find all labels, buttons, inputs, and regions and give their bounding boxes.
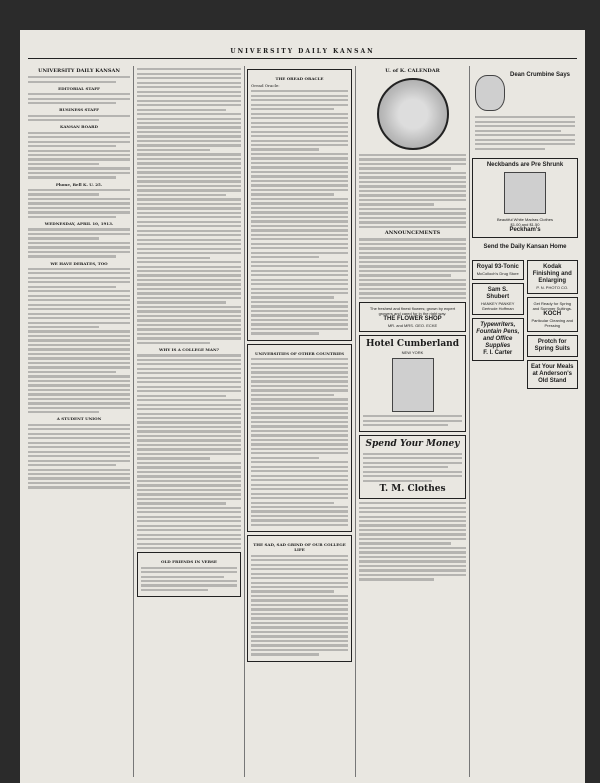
flower-shop-ad [359, 302, 466, 332]
newspaper-page [20, 30, 585, 783]
issue-date: WEDNESDAY, APRIL 10, 1913. [44, 221, 114, 227]
anderson-headline: Eat Your Meals at Anderson's Old Stand [531, 364, 574, 385]
flower-shop-owner: MR. and MRS. GEO. ECKE [387, 323, 438, 329]
column-divider [133, 66, 134, 777]
neckbands-headline: Neckbands are Pre Shrunk [486, 162, 564, 169]
typewriters-headline: Typewriters, Fountain Pens, and Office Supplies [476, 322, 520, 350]
column-divider [469, 66, 470, 777]
koch-ad [527, 297, 579, 332]
carter-ad [472, 318, 524, 361]
verse-box [137, 552, 241, 597]
universities-heading: UNIVERSITIES OF OTHER COUNTRIES [254, 350, 345, 356]
protch-headline: Protch for Spring Suits [534, 339, 570, 353]
shirts-line: Beautiful White Madras Clothes [496, 217, 554, 223]
kansan-board-heading: KANSAN BOARD [60, 124, 98, 130]
column-divider [355, 66, 356, 777]
send-kansan-ad [472, 241, 578, 254]
column-ads [472, 66, 578, 777]
peckhams-ad [472, 158, 578, 238]
mccolloch-name: McColloch's Drug Store [476, 271, 519, 277]
royal-tonic-ad [472, 260, 524, 280]
pnh-photo: P. N. PHOTO CO. [536, 285, 569, 291]
debates-heading: WE HAVE DEBATES, TOO [50, 260, 108, 266]
verse-heading: OLD FRIENDS IN VERSE [161, 559, 217, 565]
protch-ad [527, 335, 579, 357]
kodak-ad [527, 260, 579, 294]
portrait-icon [475, 75, 505, 111]
hankey-pankey: HANKEY PANKEY [481, 301, 515, 307]
masthead-rule [28, 58, 577, 59]
royal-tonic-name: Royal 93-Tonic [476, 264, 519, 271]
column-four [359, 66, 466, 777]
shirt-collar-icon [504, 172, 546, 214]
shirts-price: $1.00 and $1.50 [510, 222, 540, 228]
oread-oracle-salutation: Oread Oracle: [251, 83, 280, 88]
column-two [137, 66, 241, 777]
paper-title: UNIVERSITY DAILY KANSAN [38, 68, 120, 74]
dean-crumbine-ad [472, 69, 578, 155]
oread-oracle-heading: THE OREAD ORACLE [275, 76, 324, 81]
hotel-building-icon [392, 358, 434, 412]
business-staff-heading: BUSINESS STAFF [59, 107, 99, 113]
masthead: UNIVERSITY DAILY KANSAN [230, 48, 375, 55]
sad-grind-box [247, 535, 352, 661]
universities-box [247, 344, 352, 533]
sad-grind-heading: THE SAD, SAD GRIND OF OUR COLLEGE LIFE [253, 542, 346, 553]
gertrude-hoffman: Gertrude Hoffman [481, 306, 514, 312]
column-three [247, 66, 352, 777]
college-man-heading: WHY IS A COLLEGE MAN? [159, 347, 219, 353]
kodak-headline: Kodak Finishing and Enlarging [532, 264, 572, 285]
koch-name: KOCH [543, 311, 562, 318]
carter-name: F. I. Carter [483, 350, 513, 357]
shubert-name: Sam S. Shubert [486, 287, 510, 301]
shubert-ad [472, 283, 524, 315]
particular-cleaning: Particular Cleaning and Pressing [531, 318, 574, 329]
student-union-heading: A STUDENT UNION [56, 416, 102, 422]
tm-clothes-ad [359, 435, 466, 499]
anderson-ad [527, 360, 579, 389]
hotel-city: NEW YORK [401, 350, 424, 356]
flower-shop-tagline: The freshest and finest flowers; grown by expert growers and cared for in the right way. [369, 306, 456, 317]
university-seal-icon [377, 78, 449, 150]
calendar-heading: U. of K. CALENDAR [385, 68, 440, 74]
tm-clothes-name: T. M. Clothes [379, 484, 446, 495]
get-ready-text: Get Ready for Spring and Summer Suitings. [532, 301, 572, 312]
announcements-heading: ANNOUNCEMENTS [384, 230, 441, 237]
column-divider [244, 66, 245, 777]
flower-shop-name: THE FLOWER SHOP [383, 316, 442, 323]
phone-line: Phone, Bell K. U. 25. [55, 181, 103, 187]
spend-money-headline: Spend Your Money [365, 439, 460, 450]
hotel-name: Hotel Cumberland [365, 339, 460, 350]
send-kansan-headline: Send the Daily Kansan Home [483, 244, 567, 251]
hotel-cumberland-ad [359, 335, 466, 432]
peckhams-name: Peckham's [509, 227, 541, 234]
oread-oracle-box [247, 69, 352, 341]
dean-crumbine-text: Dean Crumbine Says [509, 72, 571, 78]
column-editorial [28, 66, 130, 777]
editorial-staff-heading: EDITORIAL STAFF [58, 85, 100, 91]
